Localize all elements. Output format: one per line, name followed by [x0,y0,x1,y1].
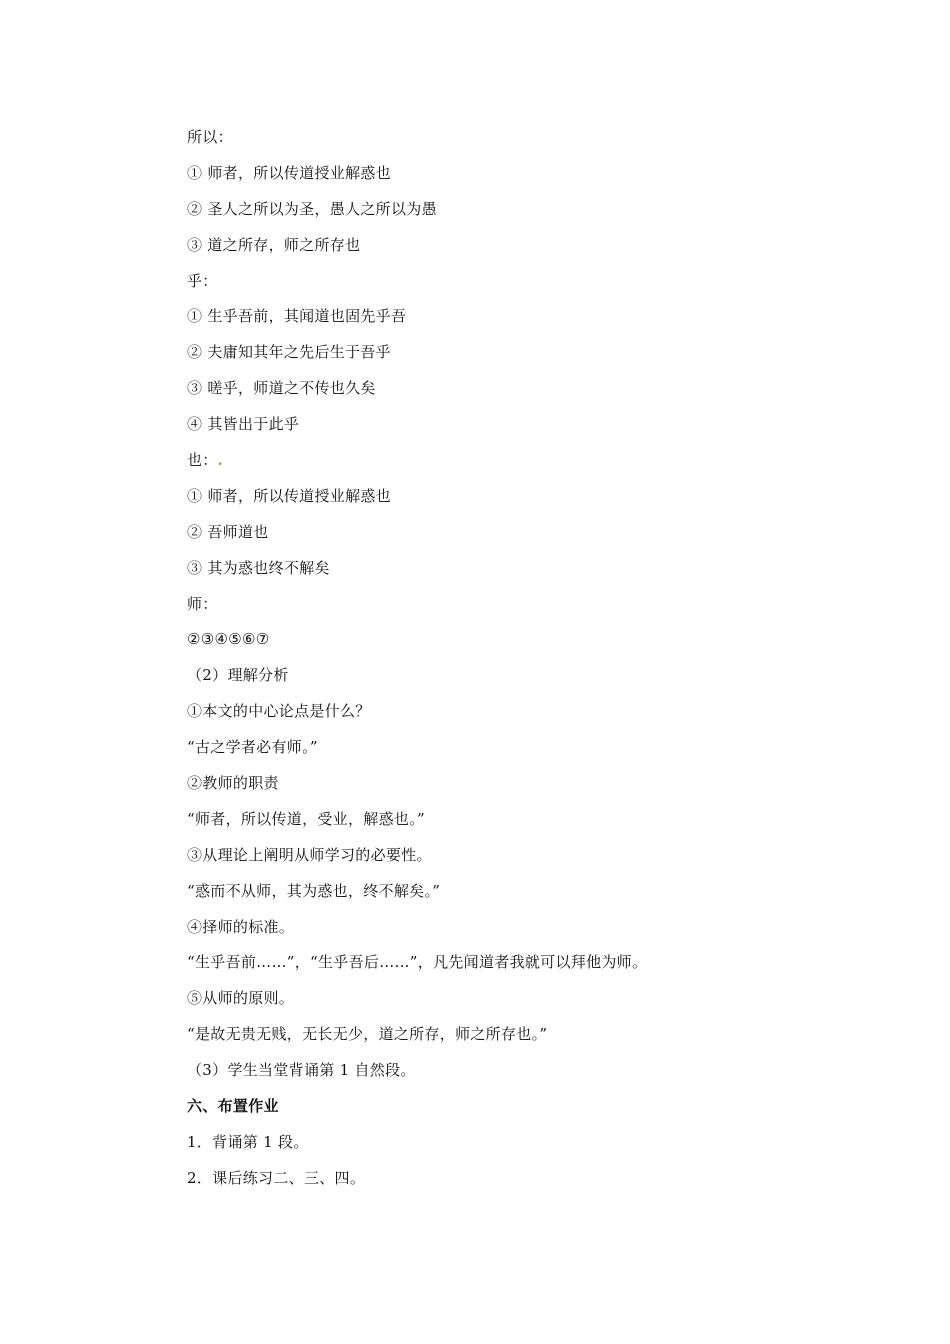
mark-dot: . [217,451,224,470]
text-line: 乎： [187,271,218,290]
list-item: ③ 其为惑也终不解矣 [187,558,330,577]
quote-line: “古之学者必有师。” [187,738,318,757]
list-item: ① 师者，所以传道授业解惑也 [187,163,391,182]
list-item: ② 圣人之所以为圣，愚人之所以为愚 [187,199,437,218]
question-line: ④择师的标准。 [187,917,295,936]
list-item: ① 师者，所以传道授业解惑也 [187,486,391,505]
section-heading: 六、布置作业 [187,1097,279,1116]
list-item: ① 生乎吾前，其闻道也固先乎吾 [187,307,407,326]
quote-line: “惑而不从师，其为惑也，终不解矣。” [187,881,441,900]
text-line: 也：. [187,451,224,470]
text-line: 师： [187,594,218,613]
text-line: ②③④⑤⑥⑦ [187,630,270,649]
question-line: ①本文的中心论点是什么？ [187,702,371,721]
homework-item: 2．课后练习二、三、四。 [187,1168,366,1187]
document-body [187,124,787,1201]
quote-line: “是故无贵无贱，无长无少，道之所存，师之所存也。” [187,1025,548,1044]
question-line: ⑤从师的原则。 [187,989,295,1008]
section-subheading: （3）学生当堂背诵第 1 自然段。 [187,1061,416,1080]
list-item: ④ 其皆出于此乎 [187,415,300,434]
quote-line: “师者，所以传道，受业，解惑也。” [187,809,425,828]
list-item: ③ 道之所存，师之所存也 [187,235,361,254]
quote-line: “生乎吾前……”，“生乎吾后……”，凡先闻道者我就可以拜他为师。 [187,953,648,972]
list-item: ③ 嗟乎，师道之不传也久矣 [187,379,376,398]
text-line: 所以： [187,128,233,146]
list-item: ② 夫庸知其年之先后生于吾乎 [187,343,391,362]
section-subheading: （2）理解分析 [187,666,289,685]
list-item: ② 吾师道也 [187,522,269,541]
question-line: ③从理论上阐明从师学习的必要性。 [187,845,432,864]
question-line: ②教师的职责 [187,774,279,793]
homework-item: 1．背诵第 1 段。 [187,1132,309,1151]
